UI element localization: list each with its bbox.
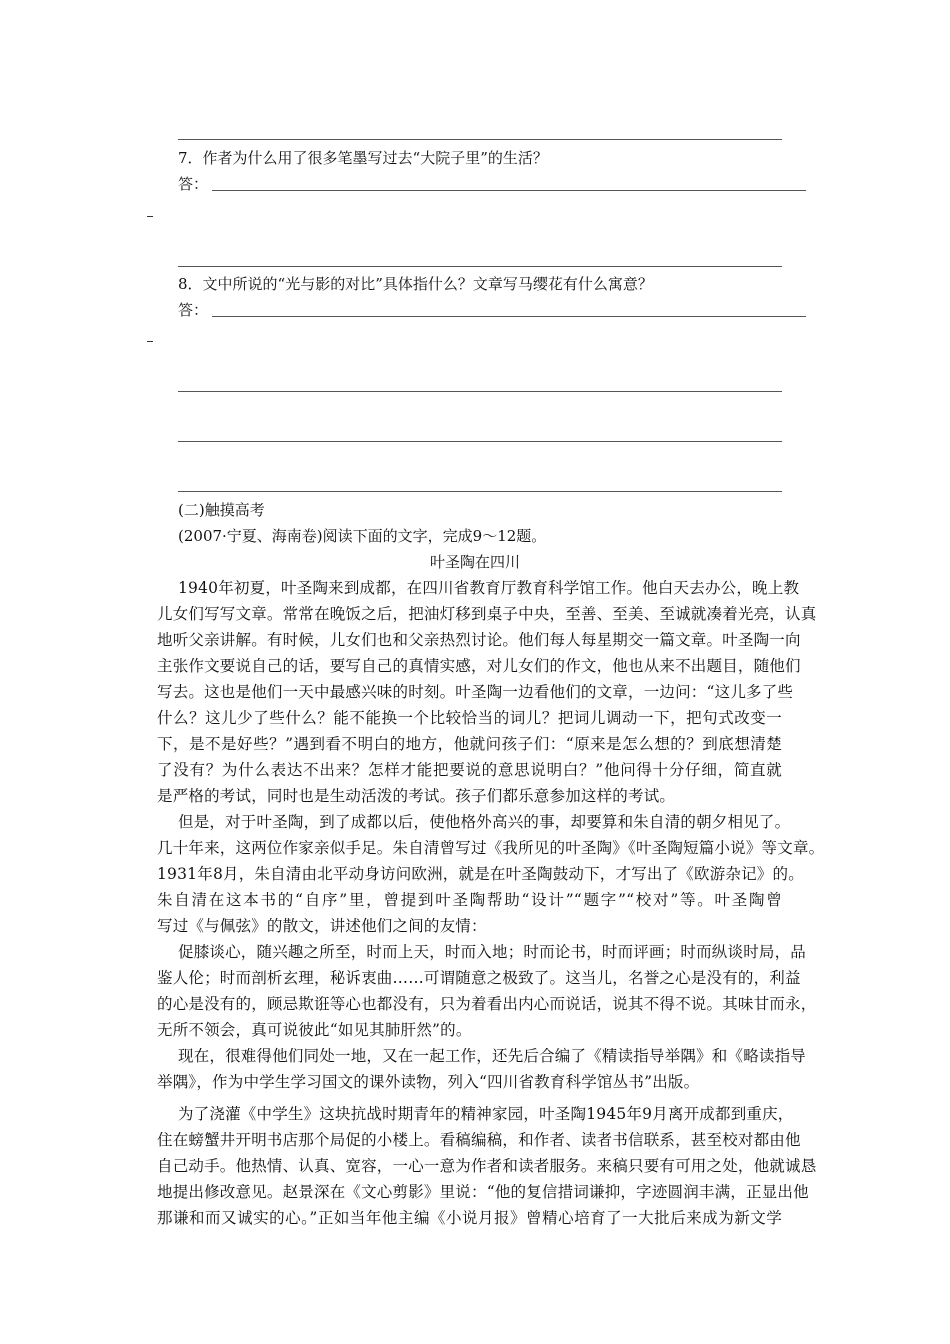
- article-line: 住在螃蟹井开明书店那个局促的小楼上。看稿编稿，和作者、读者书信联系，甚至校对都由他: [157, 1131, 801, 1149]
- article-line: 自己动手。他热情、认真、宽容，一心一意为作者和读者服务。来稿只要有可用之处，他就诚恳: [157, 1157, 817, 1175]
- quote-line: 无所不领会，真可说彼此“如见其肺肝然”的。: [157, 1021, 472, 1039]
- article-line: 几十年来，这两位作家亲似手足。朱自清曾写过《我所见的叶圣陶》《叶圣陶短篇小说》等文章。: [157, 839, 825, 857]
- answer-line[interactable]: [178, 441, 782, 442]
- article-line: 为了浇灌《中学生》这块抗战时期青年的精神家园，叶圣陶1945年9月离开成都到重庆，: [178, 1105, 794, 1123]
- article-line: 地提出修改意见。赵景深在《文心剪影》里说：“他的复信措词谦抑，字迹圆润丰满，正显出他: [157, 1183, 809, 1201]
- article-line: 但是，对于叶圣陶，到了成都以后，使他格外高兴的事，却要算和朱自清的朝夕相见了。: [178, 813, 791, 831]
- line-mark: [147, 216, 153, 217]
- article-line: 什么？这儿少了些什么？能不能换一个比较恰当的词儿？把词儿调动一下，把句式改变一: [157, 709, 782, 727]
- answer-label-7: 答：: [178, 175, 209, 193]
- article-line: 写去。这也是他们一天中最感兴味的时刻。叶圣陶一边看他们的文章，一边问：“这儿多了些: [157, 683, 794, 701]
- question-7: 7．作者为什么用了很多笔墨写过去“大院子里”的生活？: [178, 149, 548, 167]
- quote-line: 的心是没有的，顾忌欺诳等心也都没有，只为着看出内心而说话，说其不得不说。其味甘而永，: [157, 995, 817, 1013]
- article-line: 写过《与佩弦》的散文，讲述他们之间的友情：: [157, 917, 487, 935]
- answer-line-7[interactable]: [212, 190, 806, 191]
- question-8: 8．文中所说的“光与影的对比”具体指什么？文章写马缨花有什么寓意？: [178, 275, 653, 293]
- line-mark: [147, 341, 153, 342]
- answer-label-8: 答：: [178, 301, 209, 319]
- answer-line: [178, 139, 782, 140]
- article-line: 是严格的考试，同时也是生动活泼的考试。孩子们都乐意参加这样的考试。: [157, 787, 676, 805]
- article-line: 儿女们写写文章。常常在晚饭之后，把油灯移到桌子中央，至善、至美、至诚就凑着光亮，认真: [157, 605, 817, 623]
- quote-line: 促膝谈心，随兴趣之所至，时而上天，时而入地；时而论书，时而评画；时而纵谈时局，品: [178, 943, 807, 961]
- answer-line[interactable]: [178, 266, 782, 267]
- answer-line-8[interactable]: [212, 316, 806, 317]
- article-line: 朱自清在这本书的“自序”里，曾提到叶圣陶帮助“设计”“题字”“校对”等。叶圣陶曾: [157, 891, 782, 909]
- article-line: 主张作文要说自己的话，要写自己的真情实感，对儿女们的作文，他也从来不出题目，随他们: [157, 657, 801, 675]
- section-heading: (二)触摸高考: [178, 501, 265, 519]
- article-line: 下，是不是好些？”遇到看不明白的地方，他就问孩子们：“原来是怎么想的？到底想清楚: [157, 735, 782, 753]
- answer-line[interactable]: [178, 491, 782, 492]
- article-line: 举隅》，作为中学生学习国文的课外读物，列入“四川省教育科学馆丛书”出版。: [157, 1073, 700, 1091]
- article-line: 那谦和而又诚实的心。”正如当年他主编《小说月报》曾精心培育了一大批后来成为新文学: [157, 1209, 782, 1227]
- article-line: 现在，很难得他们同处一地，又在一起工作，还先后合编了《精读指导举隅》和《略读指导: [178, 1047, 807, 1065]
- article-line: 1940年初夏，叶圣陶来到成都，在四川省教育厅教育科学馆工作。他白天去办公，晚上教: [178, 579, 800, 597]
- answer-line[interactable]: [178, 391, 782, 392]
- article-title: 叶圣陶在四川: [429, 553, 520, 571]
- article-line: 1931年8月，朱自清由北平动身访问欧洲，就是在叶圣陶鼓动下，才写出了《欧游杂记》的。: [157, 865, 804, 883]
- article-line: 了没有？为什么表达不出来？怎样才能把要说的意思说明白？”他问得十分仔细，简直就: [157, 761, 782, 779]
- quote-line: 鉴人伦；时而剖析玄理，秘诉衷曲……可谓随意之极致了。这当儿，名誉之心是没有的，利益: [157, 969, 801, 987]
- article-line: 地听父亲讲解。有时候，儿女们也和父亲热烈讨论。他们每人每星期交一篇文章。叶圣陶一向: [157, 631, 801, 649]
- section-instruction: (2007·宁夏、海南卷)阅读下面的文字，完成9～12题。: [178, 527, 547, 545]
